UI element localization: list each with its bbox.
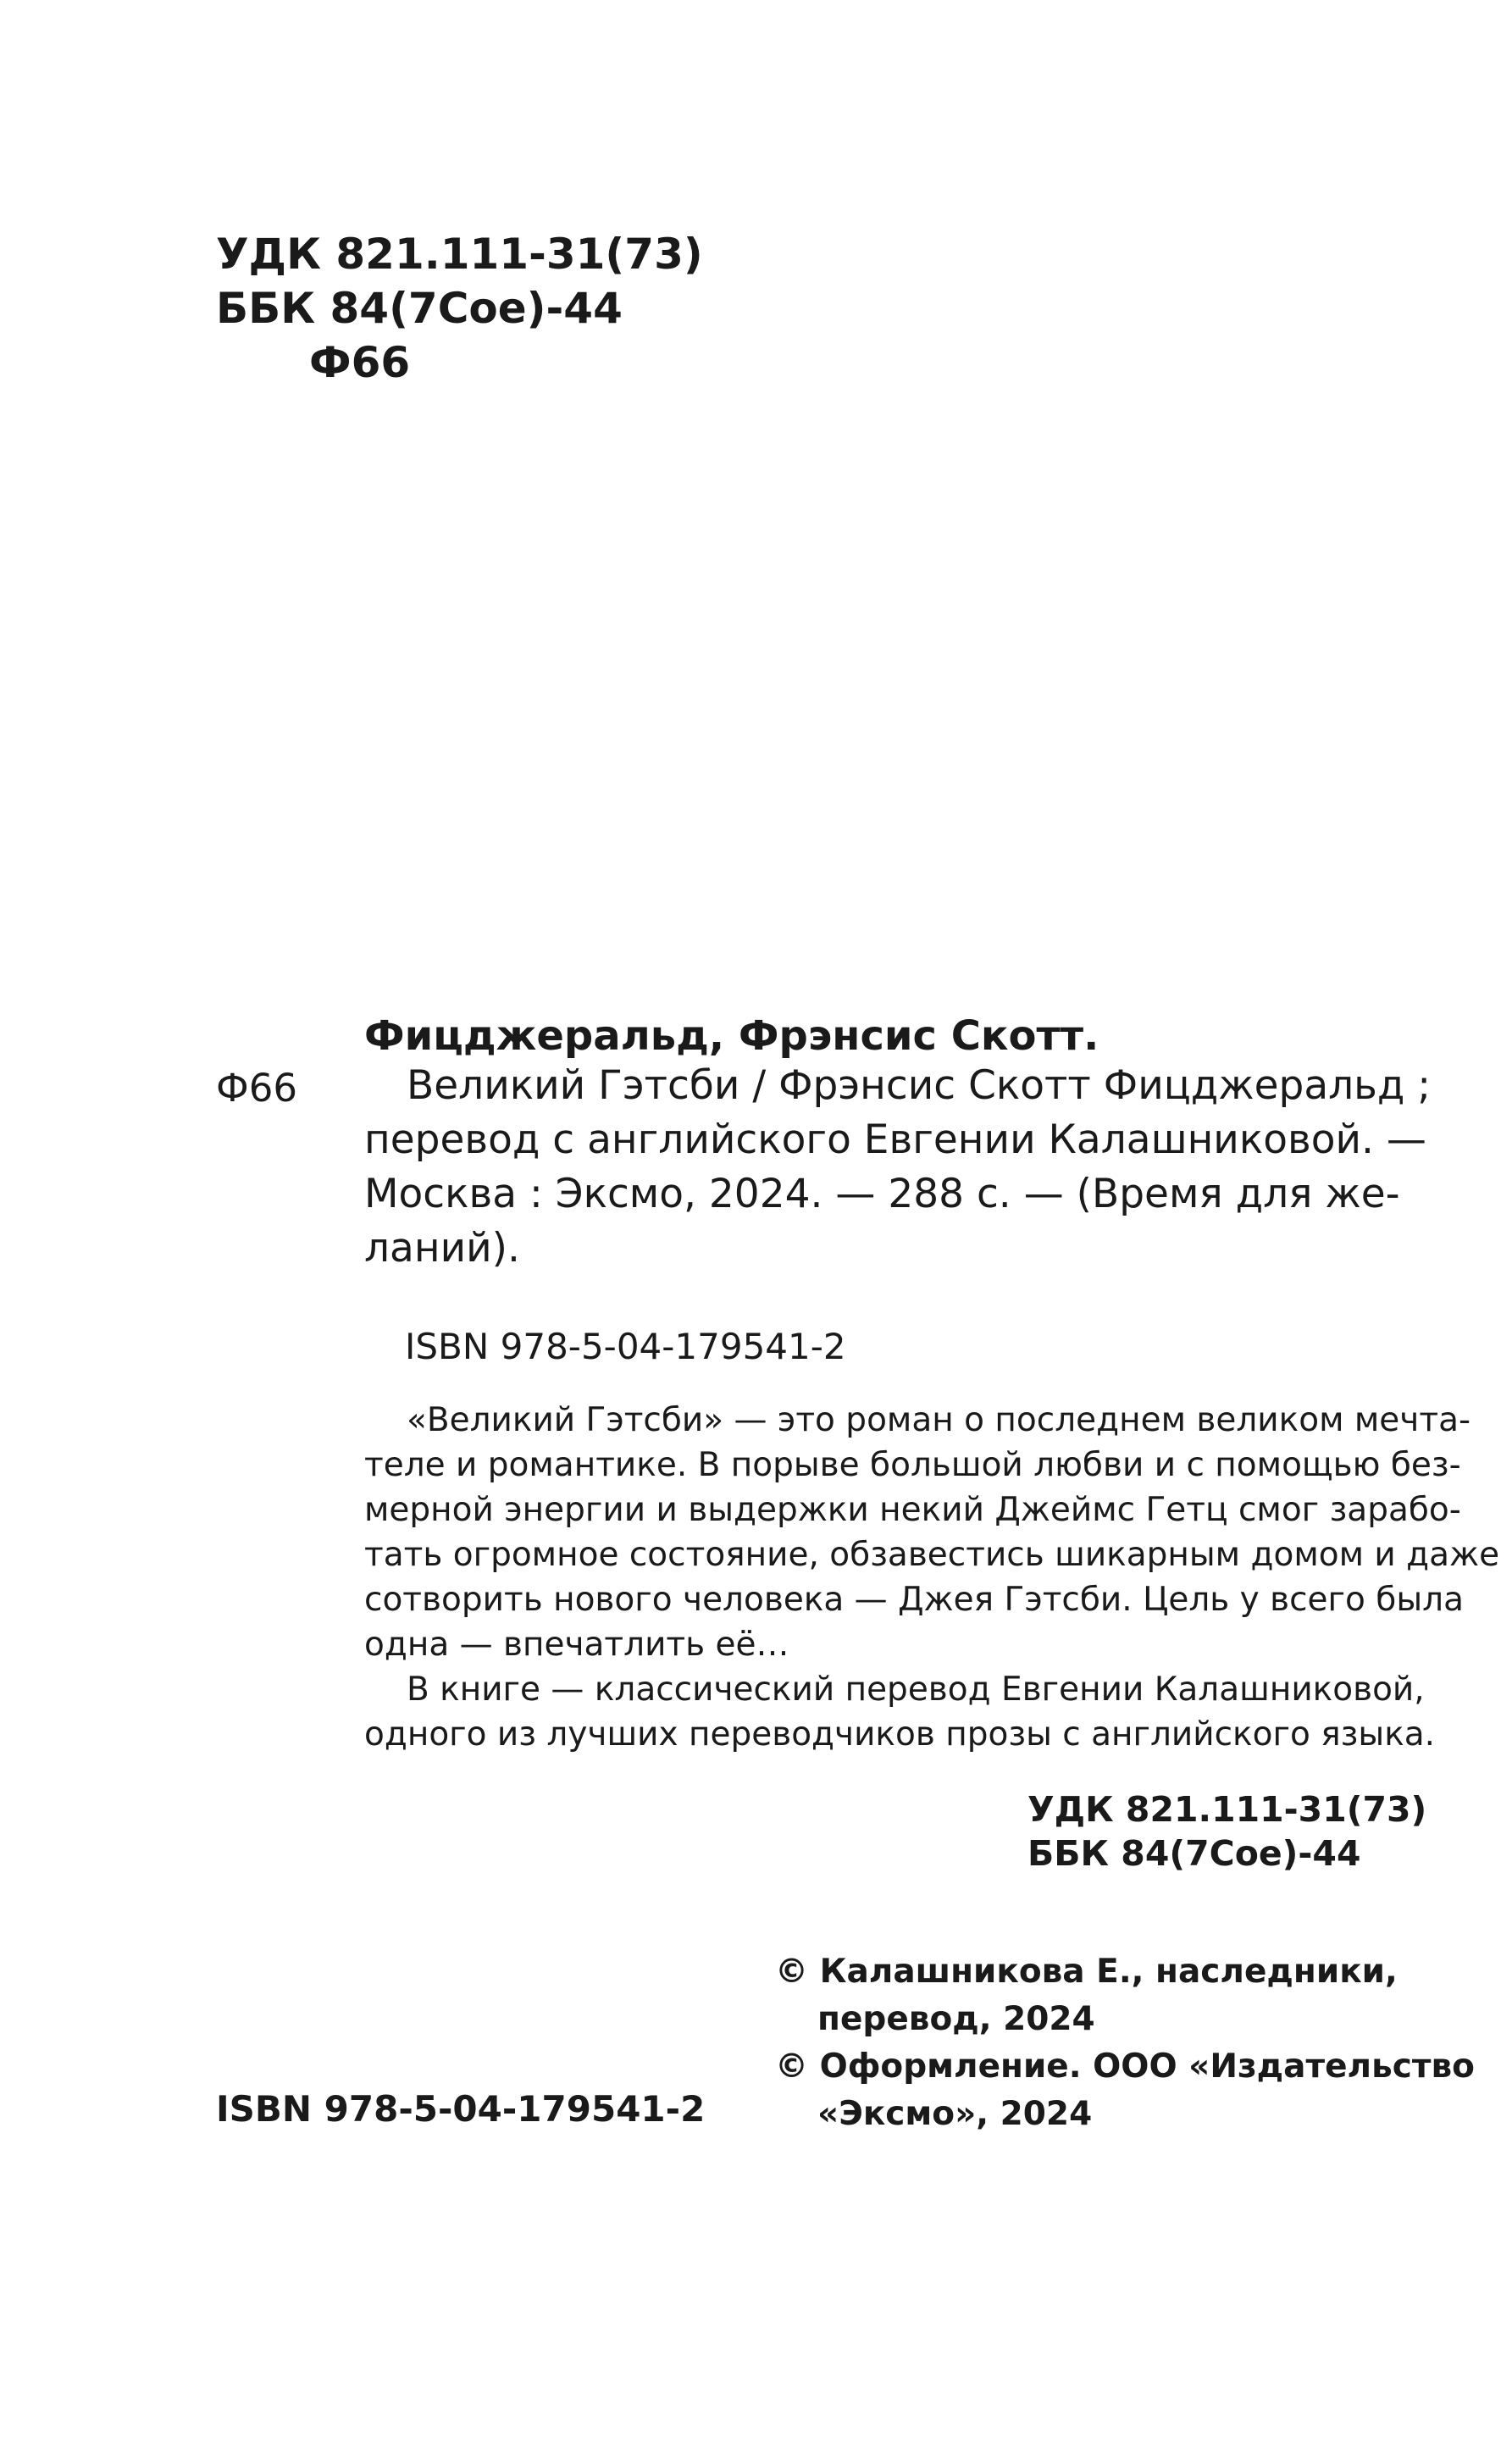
biblio-line: перевод с английского Евгении Калашниковой. — <box>364 1116 1426 1163</box>
copyright-line: перевод, 2024 <box>817 2000 1095 2038</box>
biblio-line: Великий Гэтсби / Фрэнсис Скотт Фицджеральд ; <box>407 1062 1432 1109</box>
udk-right: УДК 821.111-31(73) <box>1027 1789 1427 1830</box>
biblio-line: Москва : Эксмо, 2024. — 288 с. — (Время для же- <box>364 1171 1400 1217</box>
copyright-line: «Эксмо», 2024 <box>817 2095 1093 2133</box>
annotation-line: одного из лучших переводчиков прозы с английского языка. <box>364 1715 1436 1754</box>
isbn-footer: ISBN 978-5-04-179541-2 <box>216 2088 706 2130</box>
isbn-entry: ISBN 978-5-04-179541-2 <box>405 1326 846 1367</box>
annotation-line: одна — впечатлить её… <box>364 1626 789 1664</box>
udk-header: УДК 821.111-31(73) <box>216 230 703 279</box>
author-code-left: Ф66 <box>216 1066 297 1111</box>
annotation <box>364 1398 1500 1757</box>
annotation-line: «Великий Гэтсби» — это роман о последнем великом мечта- <box>407 1401 1471 1439</box>
bbk-header: ББК 84(7Сое)-44 <box>216 284 623 333</box>
annotation-line: теле и романтике. В порыве большой любви и с помощью без- <box>364 1446 1461 1484</box>
author-heading: Фицджеральд, Фрэнсис Скотт. <box>364 1012 1099 1060</box>
copyright-line: © Оформление. ООО «Издательство <box>775 2047 1475 2086</box>
bibliographic-description <box>364 1059 1432 1276</box>
bbk-right: ББК 84(7Сое)-44 <box>1027 1833 1361 1874</box>
copyright-line: © Калашникова Е., наследники, <box>775 1953 1398 1991</box>
annotation-line: тать огромное состояние, обзавестись шикарным домом и даже <box>364 1536 1500 1574</box>
annotation-line: В книге — классический перевод Евгении Калашниковой, <box>407 1671 1425 1709</box>
biblio-line: ланий). <box>364 1225 520 1272</box>
annotation-line: мерной энергии и выдержки некий Джеймс Гетц смог зарабо- <box>364 1491 1461 1529</box>
author-code-header: Ф66 <box>309 338 411 387</box>
annotation-line: сотворить нового человека — Джея Гэтсби. Цель у всего была <box>364 1581 1464 1619</box>
